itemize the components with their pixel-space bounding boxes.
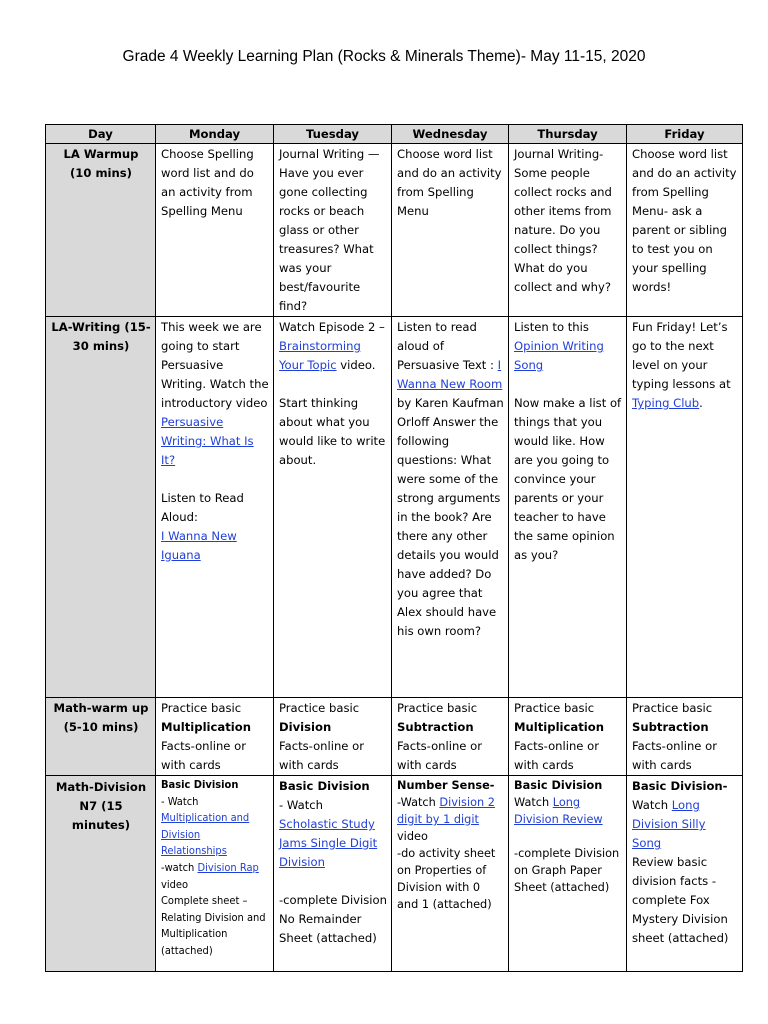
mathwarm-intro: Practice basic [161,701,242,715]
cell-mathwarm-monday [156,698,274,776]
row-label-math-warmup: Math-warm up (5-10 mins) [46,698,156,776]
link-multiplication-division-relationships[interactable]: Multiplication and Division Relationships [161,811,250,858]
writing-friday-post: . [699,396,703,410]
row-label-la-writing: LA-Writing (15-30 mins) [46,317,156,698]
cell-warmup-thursday: Journal Writing- Some people collect rocks and other items from nature. Do you collect things? What do you collect and why? [509,144,627,317]
cell-mathdiv-wednesday [392,776,509,972]
writing-tuesday-pre: Watch Episode 2 – [279,320,385,334]
mathwarm-tuesday-topic: Division [279,720,332,734]
mathwarm-outro: Facts-online or with cards [279,739,364,772]
mathdiv-monday-video: video [161,877,189,891]
link-i-wanna-new-room[interactable]: I Wanna New Room [397,358,503,391]
mathwarm-outro: Facts-online or with cards [397,739,482,772]
page-title: Grade 4 Weekly Learning Plan (Rocks & Minerals Theme)- May 11-15, 2020 [122,48,646,65]
cell-mathdiv-tuesday [274,776,392,972]
writing-friday-pre: Fun Friday! Let’s go to the next level on your typing lessons at [632,320,731,391]
link-opinion-writing-song[interactable]: Opinion Writing Song [514,339,604,372]
cell-writing-tuesday [274,317,392,698]
row-label-la-warmup: LA Warmup (10 mins) [46,144,156,317]
link-division-rap[interactable]: Division Rap [197,860,259,874]
mathdiv-tuesday-task: -complete Division No Remainder Sheet (attached) [279,893,387,945]
row-math-warmup [46,698,743,776]
mathdiv-thursday-task: -complete Division on Graph Paper Sheet (attached) [514,847,620,894]
writing-monday-readaloud: Listen to Read Aloud: [161,491,244,524]
link-long-division-silly-song[interactable]: Long Division Silly Song [632,798,706,850]
mathwarm-friday-topic: Subtraction [632,720,709,734]
cell-mathwarm-friday [627,698,743,776]
link-persuasive-writing[interactable]: Persuasive Writing: What Is It? [161,415,254,467]
mathdiv-monday-watch2: -watch [161,860,195,874]
link-i-wanna-new-iguana[interactable]: I Wanna New Iguana [161,529,237,562]
mathwarm-outro: Facts-online or with cards [161,739,246,772]
cell-mathwarm-thursday [509,698,627,776]
mathdiv-friday-heading: Basic Division- [632,779,728,793]
mathwarm-intro: Practice basic [279,701,360,715]
header-thursday: Thursday [509,125,627,144]
mathdiv-monday-heading: Basic Division [161,778,239,791]
row-la-warmup [46,144,743,317]
cell-mathdiv-thursday [509,776,627,972]
writing-wednesday-pre: Listen to read aloud of Persuasive Text : [397,320,494,372]
mathwarm-outro: Facts-online or with cards [632,739,717,772]
link-scholastic-study-jams[interactable]: Scholastic Study Jams Single Digit Division [279,817,378,869]
writing-tuesday-post: video. [340,358,376,372]
mathdiv-wednesday-heading: Number Sense- [397,779,495,792]
cell-warmup-tuesday: Journal Writing — Have you ever gone collecting rocks or beach glass or other treasures? What was your best/favourite find? [274,144,392,317]
mathdiv-tuesday-watch: - Watch [279,798,323,812]
mathdiv-monday-watch: - Watch [161,794,199,808]
cell-mathdiv-friday [627,776,743,972]
mathdiv-wednesday-video: video [397,830,428,843]
mathdiv-wednesday-task: -do activity sheet on Properties of Division with 0 and 1 (attached) [397,847,496,911]
cell-writing-monday [156,317,274,698]
mathwarm-outro: Facts-online or with cards [514,739,599,772]
mathdiv-monday-task: Complete sheet – Relating Division and Multiplication (attached) [161,894,266,957]
mathwarm-intro: Practice basic [397,701,478,715]
mathdiv-wednesday-watch: -Watch [397,796,436,809]
header-monday: Monday [156,125,274,144]
writing-thursday-text: Now make a list of things that you would like. How are you going to convince your parents or your teacher to have the same opinion as you? [514,396,622,562]
cell-warmup-wednesday: Choose word list and do an activity from Spelling Menu [392,144,509,317]
mathdiv-friday-watch: Watch [632,798,669,812]
header-friday: Friday [627,125,743,144]
cell-writing-friday [627,317,743,698]
link-long-division-review[interactable]: Long Division Review [514,796,603,826]
mathwarm-monday-topic: Multiplication [161,720,251,734]
cell-mathwarm-tuesday [274,698,392,776]
header-day: Day [46,125,156,144]
writing-tuesday-text: Start thinking about what you would like to write about. [279,396,386,467]
writing-monday-intro: This week we are going to start Persuasive Writing. Watch the introductory video [161,320,269,410]
link-typing-club[interactable]: Typing Club [632,396,700,410]
mathwarm-intro: Practice basic [632,701,713,715]
mathdiv-thursday-watch: Watch [514,796,550,809]
cell-writing-thursday [509,317,627,698]
cell-writing-wednesday [392,317,509,698]
mathdiv-tuesday-heading: Basic Division [279,779,370,793]
link-division-2-digit-by-1-digit[interactable]: Division 2 digit by 1 digit [397,796,495,826]
mathwarm-wednesday-topic: Subtraction [397,720,474,734]
header-wednesday: Wednesday [392,125,509,144]
row-label-math-division: Math-Division N7 (15 minutes) [46,776,156,972]
header-row [46,125,743,144]
cell-mathwarm-wednesday [392,698,509,776]
header-tuesday: Tuesday [274,125,392,144]
row-la-writing [46,317,743,698]
link-brainstorming-your-topic[interactable]: Brainstorming Your Topic [279,339,361,372]
mathwarm-intro: Practice basic [514,701,595,715]
cell-warmup-friday: Choose word list and do an activity from Spelling Menu- ask a parent or sibling to test you on your spelling words! [627,144,743,317]
mathwarm-thursday-topic: Multiplication [514,720,604,734]
writing-wednesday-post: by Karen Kaufman Orloff Answer the following questions: What were some of the strong arguments in the book? Are there any other details you would have added? Do you agree that Alex should have his own room? [397,396,504,638]
weekly-plan-table [45,124,743,972]
mathdiv-thursday-heading: Basic Division [514,779,603,792]
writing-thursday-pre: Listen to this [514,320,589,334]
cell-mathdiv-monday [156,776,274,972]
mathdiv-friday-task: Review basic division facts -complete Fox Mystery Division sheet (attached) [632,855,729,945]
row-math-division [46,776,743,972]
cell-warmup-monday: Choose Spelling word list and do an activity from Spelling Menu [156,144,274,317]
